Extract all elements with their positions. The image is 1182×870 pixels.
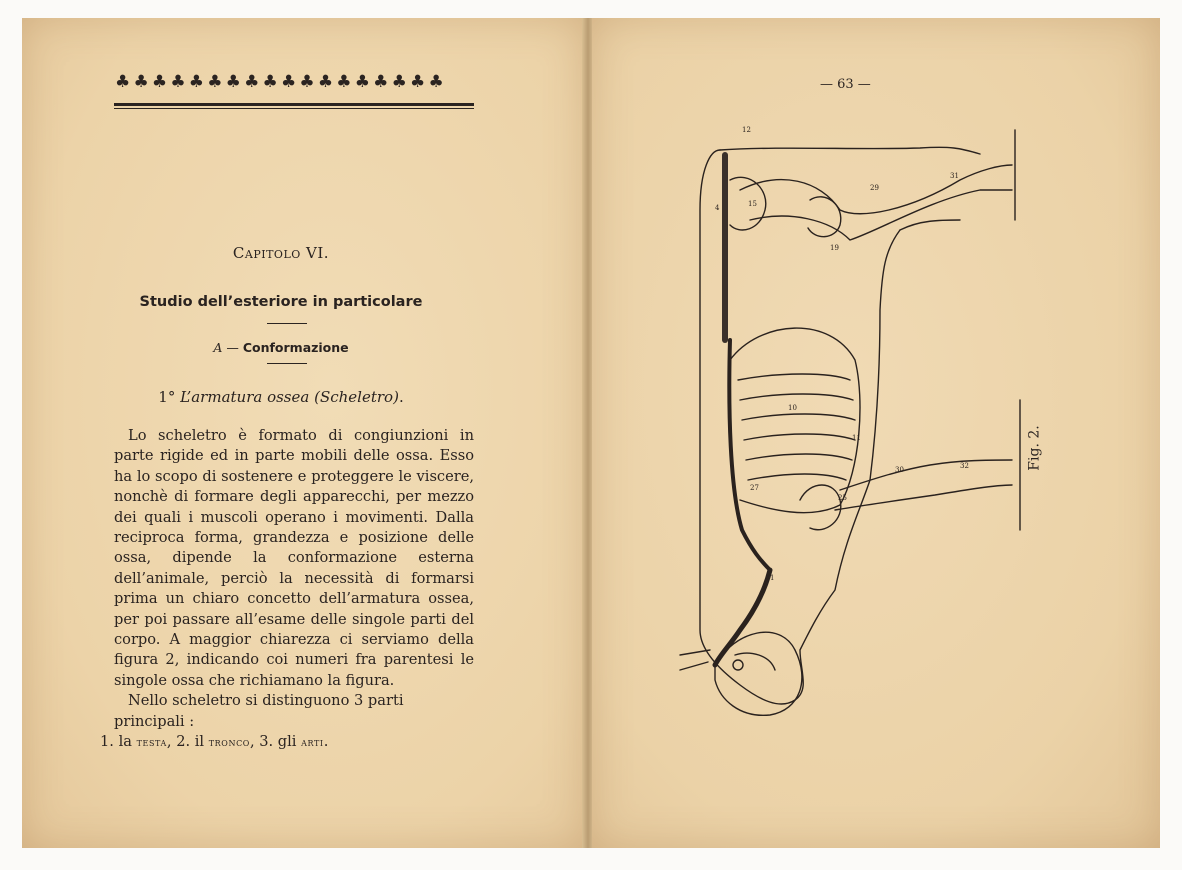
section-divider [267,363,307,364]
page-number: — 63 — [820,77,871,92]
svg-text:29: 29 [870,184,879,192]
header-rule-thin [114,108,474,109]
svg-text:19: 19 [830,244,839,252]
svg-text:15: 15 [748,200,757,208]
svg-text:30: 30 [895,466,904,474]
svg-text:31: 31 [950,172,959,180]
svg-text:32: 32 [960,462,969,470]
section-heading: A — Conformazione [213,340,349,355]
svg-text:10: 10 [788,404,797,412]
svg-text:4: 4 [715,204,720,212]
cow-skeleton-illustration [660,110,1030,720]
svg-text:27: 27 [750,484,759,492]
paragraph-2: Nello scheletro si distinguono 3 parti principali : 1. la testa, 2. il tronco, 3. gli arti. [100,692,404,751]
body-text [100,426,474,753]
subsection-heading: 1° L’armatura ossea (Scheletro). [158,388,404,406]
paragraph-1: Lo scheletro è formato di congiunzioni in parte rigide ed in parte mobili delle ossa. Esso ha lo scopo di sostenere e proteggere le viscere, nonchè di formare degli apparecchi, per mezzo dei quali i muscoli operano i movimenti. Dalla reciproca forma, grandezza e posizione delle ossa, dipende la conformazione esterna dell’animale, perciò la necessità di formarsi prima un chiaro concetto dell’armatura ossea, per poi passare all’esame delle singole parti del corpo. A maggior chiarezza ci serviamo della figura 2, indicando coi numeri fra parentesi le singole ossa che richiamano la figura. [114,427,474,689]
header-rule-thick [114,103,474,106]
svg-text:25: 25 [838,494,847,502]
chapter-title: Studio dell’esteriore in particolare [139,294,423,310]
chapter-heading: Capitolo VI. [232,244,330,262]
title-divider [267,323,307,324]
svg-text:12: 12 [742,126,751,134]
club-ornament-row: ♣♣♣♣♣♣♣♣♣♣♣♣♣♣♣♣♣♣ [115,72,447,92]
svg-text:1: 1 [770,574,775,582]
figure-caption: Fig. 2. [1026,425,1043,471]
svg-text:11: 11 [852,434,861,442]
